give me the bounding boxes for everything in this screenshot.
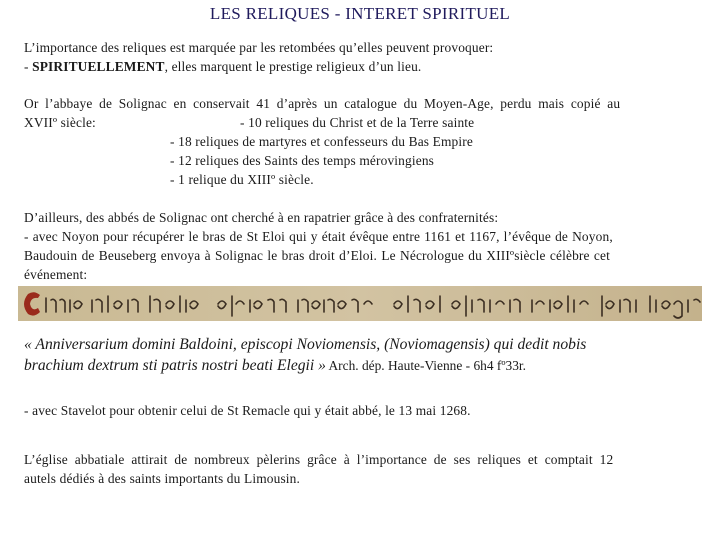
latin-quote <box>24 334 704 376</box>
catalogue-line2 <box>24 113 697 132</box>
confraternity-line: événement: <box>24 267 88 282</box>
relic-item: - 1 relique du XIIIº siècle. <box>170 172 314 187</box>
paragraph-stavelot <box>24 401 697 420</box>
paragraph-importance <box>24 38 697 76</box>
archive-reference: Arch. dép. Haute-Vienne - 6h4 fº33r. <box>325 358 526 373</box>
spiritual-line <box>24 57 697 76</box>
paragraph-confraternities <box>24 208 697 284</box>
manuscript-image <box>18 286 702 321</box>
paragraph-catalogue <box>24 94 697 189</box>
page-title: LES RELIQUES - INTERET SPIRITUEL <box>209 4 511 23</box>
paragraph-abbey-church <box>24 450 697 488</box>
latin-quote-line: brachium dextrum sti patris nostri beati Elegii » <box>24 357 326 374</box>
latin-quote-line: « Anniversarium domini Baldoini, episcopi Noviomensis, (Noviomagensis) qui dedit nobis <box>24 336 587 353</box>
dash: - <box>24 59 33 74</box>
relic-item: - 10 reliques du Christ et de la Terre sainte <box>240 115 475 130</box>
confraternity-line: D’ailleurs, des abbés de Solignac ont cherché à en rapatrier grâce à des confraternités: <box>24 210 499 225</box>
spiritual-keyword: SPIRITUELLEMENT <box>32 59 165 74</box>
importance-line: L’importance des reliques est marquée par les retombées qu’elles peuvent provoquer: <box>24 40 494 55</box>
catalogue-intro: Or l’abbaye de Solignac en conservait 41 d’après un catalogue du Moyen-Age, perdu mais copié au <box>24 96 621 111</box>
relic-item: - 12 reliques des Saints des temps mérovingiens <box>170 153 435 168</box>
abbey-church-line: L’église abbatiale attirait de nombreux pèlerins grâce à l’importance de ses reliques et comptait 12 <box>24 452 614 467</box>
abbey-church-line: autels dédiés à des saints importants du Limousin. <box>24 471 301 486</box>
century-label: XVIIº siècle: <box>24 115 96 130</box>
confraternity-line: - avec Noyon pour récupérer le bras de St Eloi qui y était évêque entre 1161 et 1167, l’évêque de Noyon, <box>24 229 613 244</box>
spiritual-rest: , elles marquent le prestige religieux d’un lieu. <box>164 59 422 74</box>
confraternity-line: Baudouin de Beuseberg envoya à Solignac le bras droit d’Eloi. Le Nécrologue du XIIIºsiècle célèbre cet <box>24 248 610 263</box>
manuscript-strip-icon <box>18 286 702 321</box>
stavelot-line: - avec Stavelot pour obtenir celui de St Remacle qui y était abbé, le 13 mai 1268. <box>24 403 471 418</box>
relic-item: - 18 reliques de martyres et confesseurs du Bas Empire <box>170 134 473 149</box>
